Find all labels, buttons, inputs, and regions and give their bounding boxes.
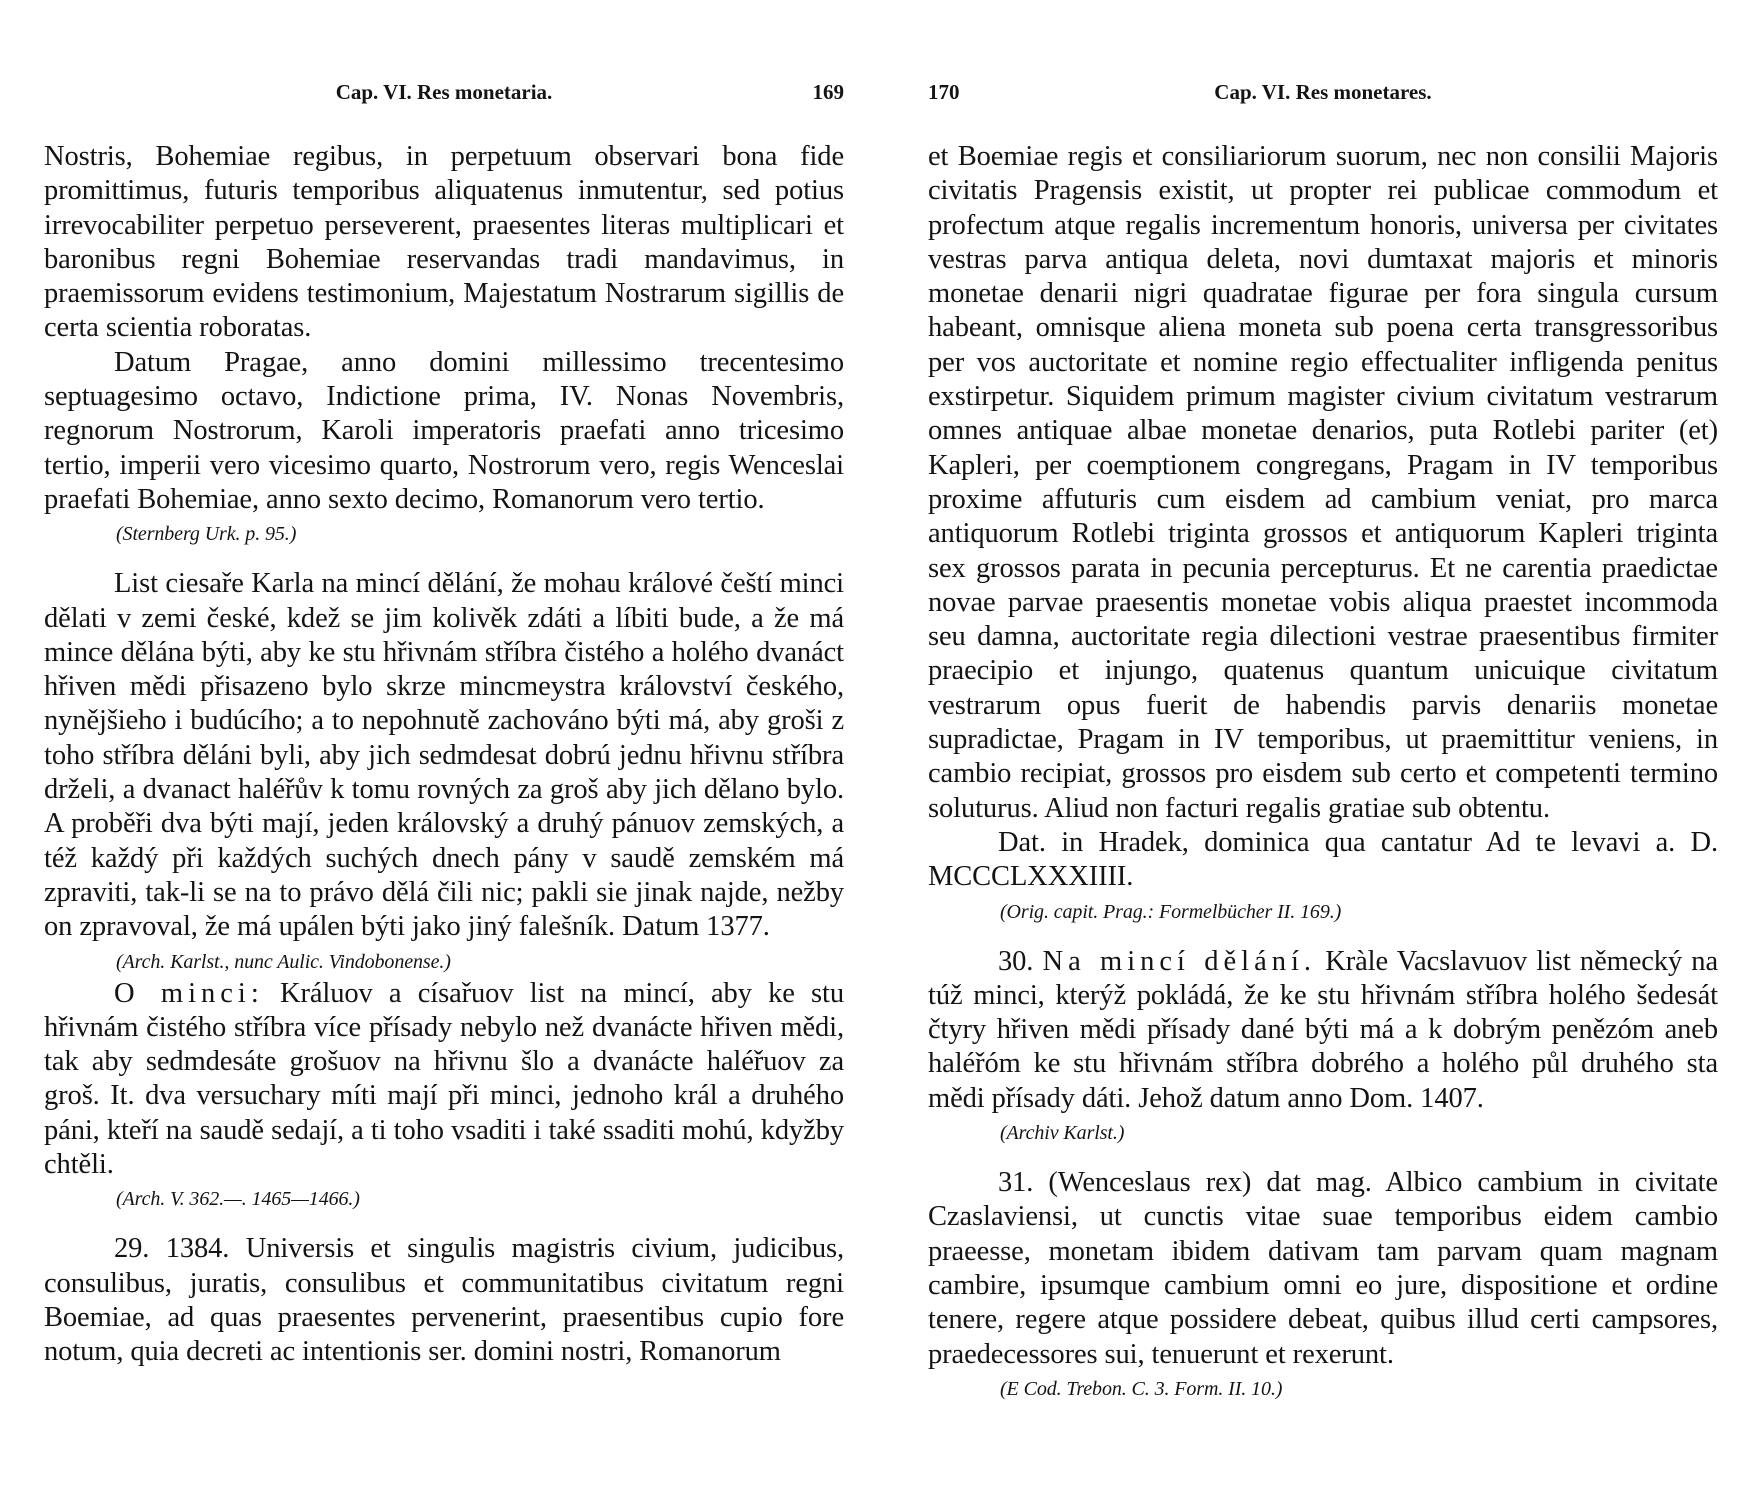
right-page-number: 170 (928, 80, 960, 104)
right-page (928, 0, 1718, 1500)
right-paragraph-1: et Boemiae regis et consiliariorum suorum, nec non consilii Majoris civitatis Pragensis existit, ut propter rei publicae commodum et profectum atque regalis incrementum honoris, universa per civitates vestras parva antiqua deleta, novi dumtaxat majoris et minoris monetae denarii nigri quadratae figurae per fora singula cursum habeant, omnisque aliena moneta sub poena certa transgressoribus per vos auctoritate et nomine regio effectualiter infligenda penitus exstirpetur. Siquidem primum magister civium civitatum vestrarum omnes antiquae albae monetae denarios, puta Rotlebi pariter (et) Kapleri, per coemptionem congregans, Pragam in IV temporibus proxime affuturis cum eisdem ad cambium veniat, pro marca antiquorum Rotlebi triginta grossos et antiquorum Kapleri triginta sex grossos parata in pecunia percepturus. Et ne carentia praedictae novae parvae praesentis monetae vobis aliqua praestet incommoda seu damna, auctoritate regia dilectioni vestrae praesentibus firmiter praecipio et injungo, quatenus quantum unicuique civitatum vestrarum opus fuerit de habendis parvis denariis monetae supradictae, Pragam in IV temporibus, ut praemittitur veniens, in cambio recipiat, grossos pro eisdem sub certo et competenti termino soluturus. Aliud non facturi regalis gratiae sub obtentu. (928, 141, 1718, 824)
left-paragraph-o-minci (44, 977, 844, 1183)
item-29-number: 29. 1384. (114, 1233, 230, 1265)
left-page-header (44, 80, 844, 110)
left-page-body (44, 140, 844, 1370)
source-citation: (Archiv Karlst.) (1000, 1122, 1125, 1145)
left-page-number: 169 (812, 80, 844, 104)
source-citation: (Arch. Karlst., nunc Aulic. Vindobonense.) (116, 950, 451, 973)
left-paragraph-datum: Datum Pragae, anno domini millessimo trecentesimo septuagesimo octavo, Indictione prima, IV. Nonas Novembris, regnorum Nostrorum, Karoli imperatoris praefati anno tricesimo tertio, imperii vero vicesimo quarto, Nostrorum vero, regis Wenceslai praefati Bohemiae, anno sexto decimo, Romanorum vero tertio. (44, 346, 844, 515)
item-30-number: 30. (998, 945, 1034, 977)
o-minci-text: stu hřivnám čistého stříbra více přísady nebylo než dvanácte hřiven mědi, tak aby sedmdesáte grošuov na hřivnu šlo a dvanácte haléřuov za groš. It. dva versuchary míti mají při minci, jednoho král a druhého páni, kteří na saudě sedají, a ti toho vsaditi i také ssaditi mohú, kdyžby chtěli. (44, 977, 845, 1181)
source-citation: (Arch. V. 362.—. 1465—1466.) (116, 1188, 360, 1211)
source-citation: (E Cod. Trebon. C. 3. Form. II. 10.) (1000, 1377, 1283, 1400)
o-minci-heading: O minci: (114, 977, 264, 1009)
right-page-body (928, 140, 1718, 1404)
right-paragraph-item-30 (928, 945, 1718, 1116)
source-citation: (Orig. capit. Prag.: Formelbücher II. 169.) (1000, 900, 1342, 923)
item-30-heading: Na mincí dělání. (1042, 945, 1317, 977)
left-paragraph-item-29 (44, 1232, 844, 1369)
left-paragraph-list-ciesare: List ciesaře Karla na mincí dělání, že mohau králové čeští minci dělati v zemi české, kdež se jim kolivěk zdáti a líbiti bude, a že má mince dělána býti, aby ke stu hřivnám stříbra čistého a holého dvanáct hřiven mědi přisazeno bylo skrze mincmeystra království českého, nynějšieho i budúcího; a to nepohnutě zachováno býti má, aby groši z toho stříbra děláni byli, aby jich sedmdesat dobrú jednu hřivnu stříbra drželi, a dvanact haléřův k tomu rovných za groš aby jich dělano bylo. A proběři dva býti mají, jeden královský a druhý pánuov zemských, a též každý při každých suchých dnech pány v saudě zemském má zpraviti, tak-li se na to právo dělá čili nic; pakli sie jinak najde, nežby on zpravoval, že má upálen býti jako jiný falešník. Datum 1377. (44, 568, 844, 943)
item-29-text: Universis et singulis magistris civium, judicibus, consulibus, juratis, consulibus et communitatibus civitatum regni Boemiae, ad quas praesentes pervenerint, praesentibus cupio fore notum, quia decreti ac intentionis ser. domini nostri, Romanorum (44, 1233, 844, 1368)
item-30-text: Kràle Vacslavuov list německý na túž minci, kterýž pokládá, že ke stu hřivnám stříbra holého šedesát čtyry hřiven mědi přísady dané býti má a k dobrým penězóm aneb haléřóm ke stu hřivnám stříbra dobrého a holého půl druhého sta mědi přísady dáti. Jehož datum anno Dom. 1407. (928, 945, 1718, 1114)
o-minci-first-line: Králuov a císařuov list na mincí, aby ke (280, 977, 795, 1009)
left-paragraph-1: Nostris, Bohemiae regibus, in perpetuum observari bona fide promittimus, futuris temporibus aliquatenus inmutentur, sed potius irrevocabiliter perpetuo perseverent, praesentes literas multiplicari et baronibus regni Bohemiae reservandas tradi mandavimus, in praemissorum evidens testimonium, Majestatum Nostrarum sigillis de certa scientia roboratas. (44, 141, 844, 344)
right-paragraph-item-31: 31. (Wenceslaus rex) dat mag. Albico cambium in civitate Czaslaviensi, ut cunctis vitae suae temporibus eidem cambio praeesse, monetam ibidem dativam tam parvam quam magnam cambire, ipsumque cambium omni eo jure, dispositione et ordine tenere, regere atque possidere debeat, quibus illud certi campsores, praedecessores sui, tenuerunt et rexerunt. (928, 1167, 1718, 1370)
left-running-title: Cap. VI. Res monetaria. (335, 80, 553, 104)
left-page (44, 0, 844, 1500)
right-running-title: Cap. VI. Res monetares. (1214, 80, 1432, 104)
right-page-header (928, 80, 1718, 110)
source-citation: (Sternberg Urk. p. 95.) (116, 523, 297, 546)
right-paragraph-dat: Dat. in Hradek, dominica qua cantatur Ad te levavi a. D. MCCCLXXXIIII. (928, 826, 1718, 893)
